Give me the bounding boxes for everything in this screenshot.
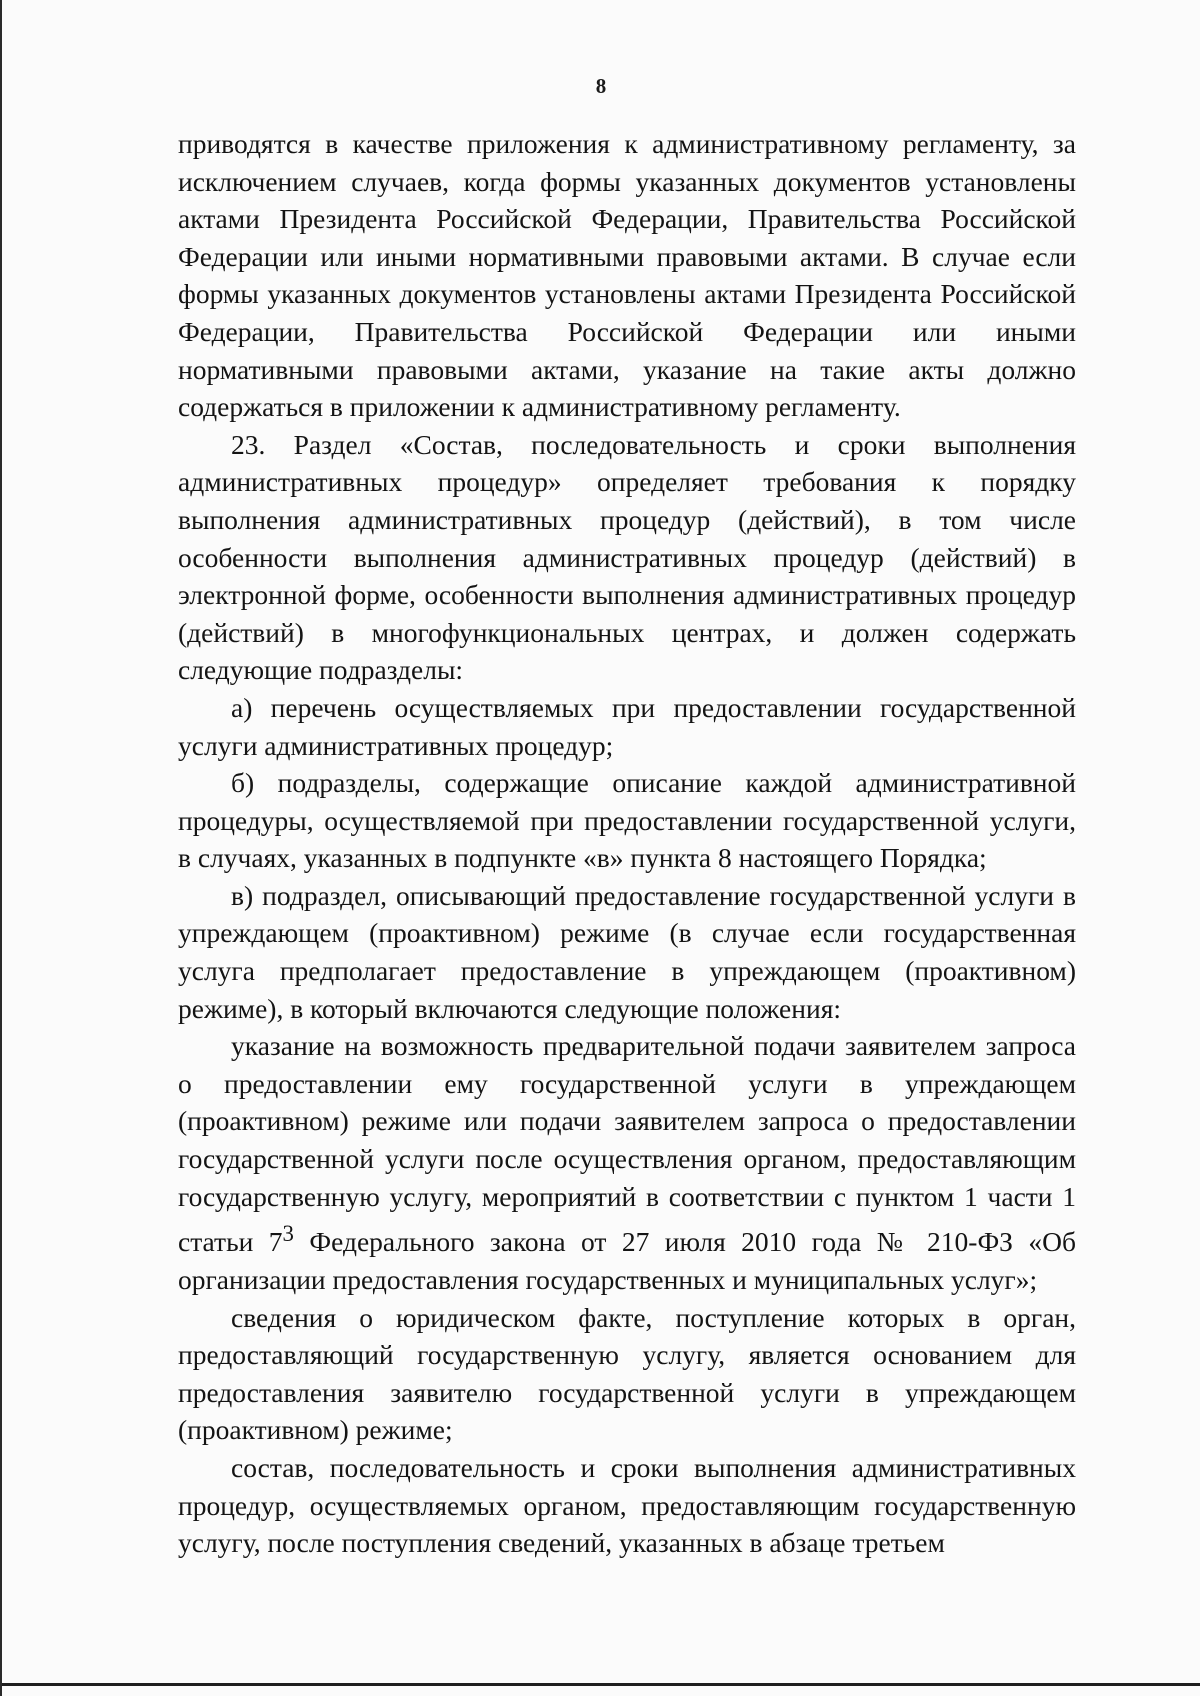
paragraph-procedure-composition: состав, последовательность и сроки выполнения административных процедур, осуществляемых органом, предоставляющим государственную услугу, после поступления сведений, указанных в абзаце третьем <box>178 1451 1076 1559</box>
article-superscript: 3 <box>282 1221 294 1247</box>
page-number: 8 <box>595 74 607 98</box>
paragraph-proactive-request <box>178 1027 1076 1298</box>
paragraph-subitem-a: а) перечень осуществляемых при предоставлении государственной услуги административных процедур; <box>178 691 1076 761</box>
paragraph-subitem-b: б) подразделы, содержащие описание каждой административной процедуры, осуществляемой при предоставлении государственной услуги, в случаях, указанных в подпункте «в» пункта 8 настоящего Порядка; <box>178 767 1076 874</box>
paragraph-legal-fact: сведения о юридическом факте, поступление которых в орган, предоставляющий государственную услугу, является основанием для предоставления заявителю государственной услуги в упреждающем (проактивном) режиме; <box>178 1301 1076 1446</box>
paragraph-proactive-request-text-end: Федерального закона от 27 июля 2010 года № 210-ФЗ «Об организации предоставления государственных и муниципальных услуг»; <box>178 1226 1076 1295</box>
paragraph-subitem-v: в) подраздел, описывающий предоставление государственной услуги в упреждающем (проактивном) режиме (в случае если государственная услуга предполагает предоставление в упреждающем (проактивном) режиме), в который включаются следующие положения: <box>178 879 1076 1024</box>
page-bottom-edge <box>2 1683 1200 1686</box>
paragraph-item-23: 23. Раздел «Состав, последовательность и сроки выполнения административных процедур» определяет требования к порядку выполнения административных процедур (действий), в том числе особенности выполнения административных процедур (действий) в электронной форме, особенности выполнения административных процедур (действий) в многофункциональных центрах, и должен содержать следующие подразделы: <box>178 428 1076 686</box>
paragraph-proactive-request-text: указание на возможность предварительной подачи заявителем запроса о предоставлении ему государственной услуги в упреждающем (проактивном) режиме или подачи заявителем запроса о предоставлении государственной услуги после осуществления органом, предоставляющим государственную услугу, мероприятий в соответствии с пунктом 1 части 1 статьи 7 <box>178 1030 1076 1258</box>
paragraph-continuation: приводятся в качестве приложения к административному регламенту, за исключением случаев, когда формы указанных документов установлены актами Президента Российской Федерации, Правительства Российской Федерации или иными нормативными правовыми актами. В случае если формы указанных документов установлены актами Президента Российской Федерации, Правительства Российской Федерации или иными нормативными правовыми актами, указание на такие акты должно содержаться в приложении к административному регламенту. <box>178 128 1076 423</box>
document-body <box>178 125 1076 1562</box>
